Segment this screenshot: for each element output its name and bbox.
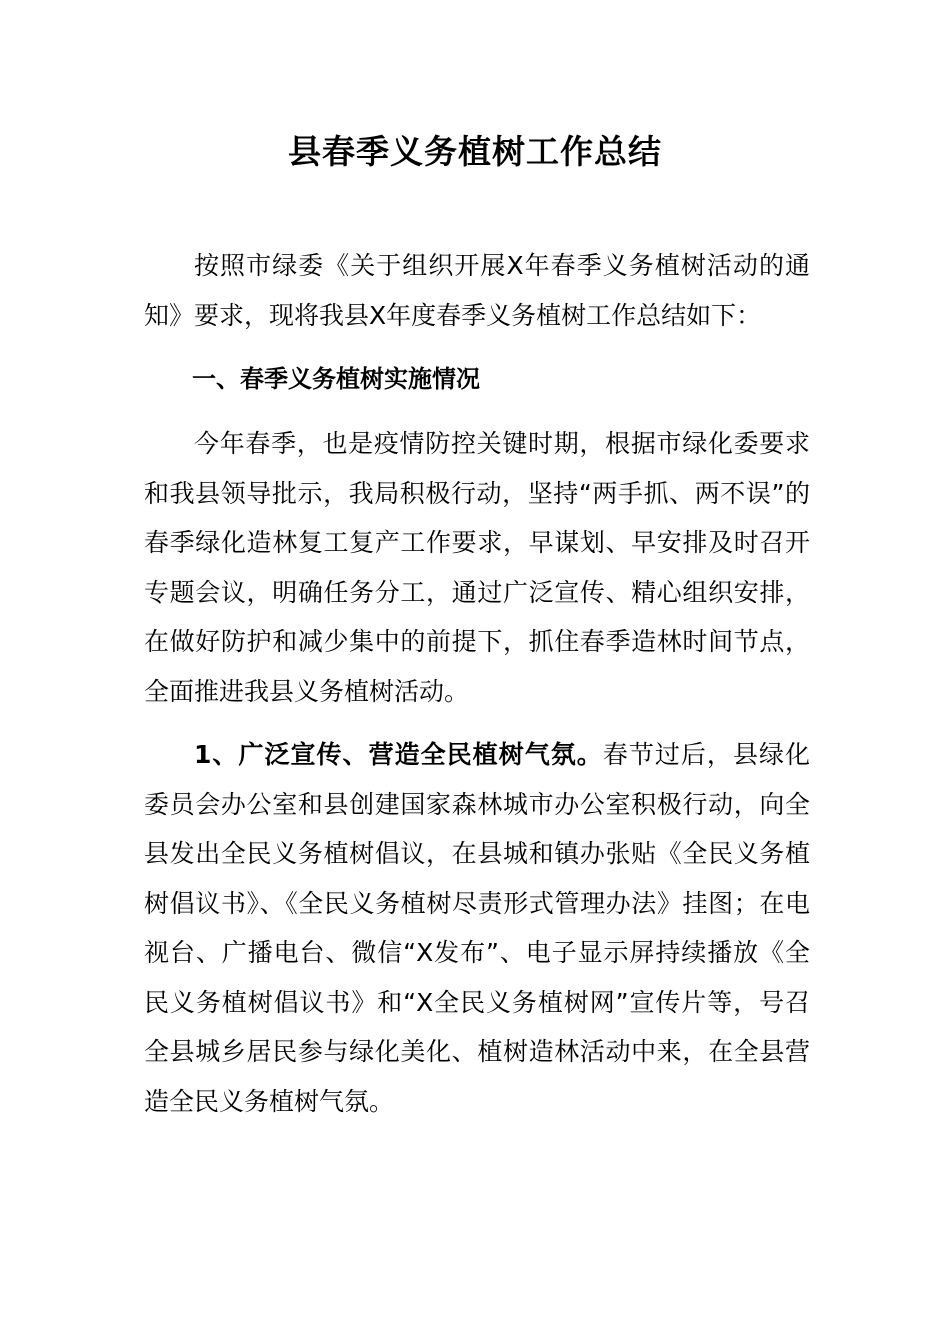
intro-paragraph: 按照市绿委《关于组织开展X年春季义务植树活动的通知》要求，现将我县X年度春季义务植树工作总结如下： bbox=[144, 251, 810, 330]
document-title: 县春季义务植树工作总结 bbox=[288, 132, 662, 171]
list-item-lead: 1、广泛宣传、营造全民植树气氛。 bbox=[194, 740, 603, 769]
list-item-paragraph bbox=[144, 730, 810, 1126]
document-body bbox=[144, 241, 810, 1126]
list-item-text: 春节过后，县绿化委员会办公室和县创建国家森林城市办公室积极行动，向全县发出全民义务植树倡议，在县城和镇办张贴《全民义务植树倡议书》、《全民义务植树尽责形式管理办法》挂图；在电视台、广播电台、微信“X发布”、电子显示屏持续播放《全民义务植树倡议书》和“X全民义务植树网”宣传片等，号召全县城乡居民参与绿化美化、植树造林活动中来，在全县营造全民义务植树气氛。 bbox=[144, 740, 810, 1116]
section-heading: 一、春季义务植树实施情况 bbox=[192, 365, 480, 393]
section-paragraph: 今年春季，也是疫情防控关键时期，根据市绿化委要求和我县领导批示，我局积极行动，坚持“两手抓、两不误”的春季绿化造林复工复产工作要求，早谋划、早安排及时召开专题会议，明确任务分工，通过广泛宣传、精心组织安排，在做好防护和减少集中的前提下，抓住春季造林时间节点，全面推进我县义务植树活动。 bbox=[144, 429, 810, 706]
